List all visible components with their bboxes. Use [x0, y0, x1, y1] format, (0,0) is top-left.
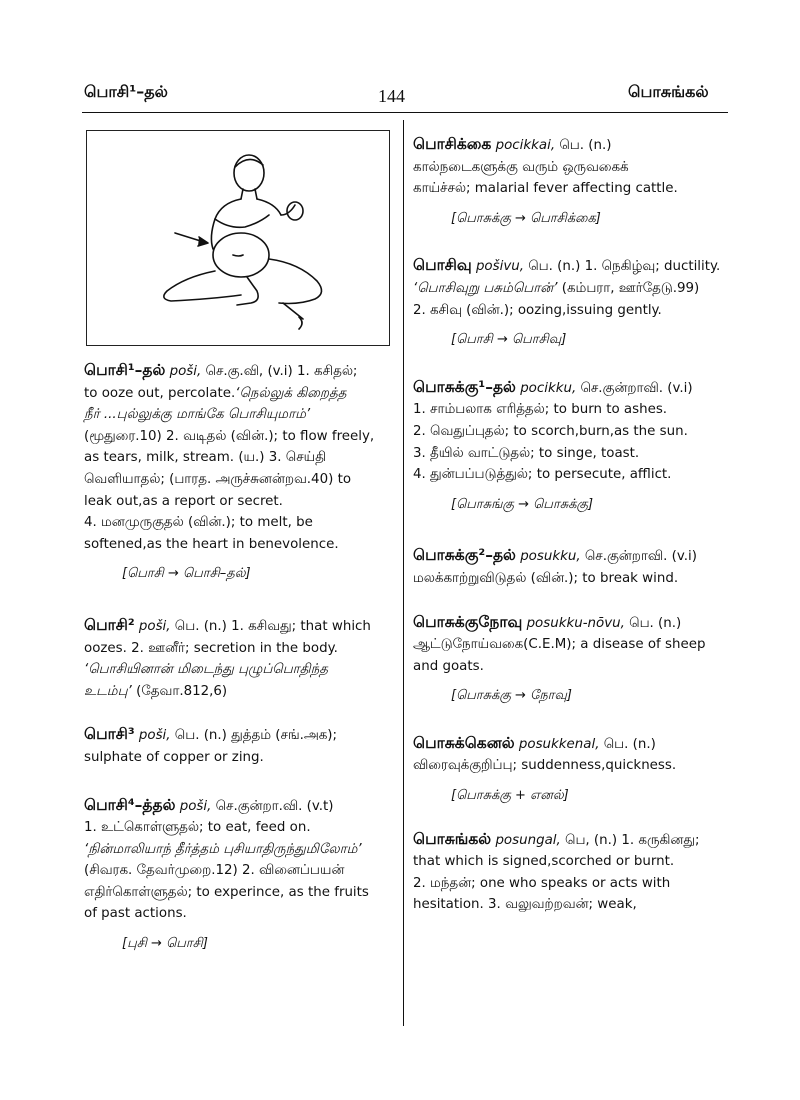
- quotation: நீர் ...புல்லுக்கு மாங்கே பொசியுமாம்’: [84, 407, 311, 423]
- illustration-frame: [86, 130, 390, 346]
- etymology: [பொசி → பொசிவு]: [451, 332, 567, 348]
- entry-posukkunovu: [413, 612, 731, 707]
- entry-posukku1-thal: [413, 377, 731, 516]
- seated-person-illustration: [87, 131, 391, 347]
- headword: பொசி¹–தல்: [84, 361, 166, 379]
- headword: பொசி³: [84, 725, 135, 744]
- headword: பொசி²: [84, 615, 135, 634]
- definition-text: 3. தீயில் வாட்டுதல்; to singe, toast.: [413, 445, 640, 461]
- definition-text: of past actions.: [84, 906, 187, 922]
- definition-text: பெ. (n.): [555, 138, 612, 153]
- etymology: [புசி → பொசி]: [122, 936, 208, 952]
- citation: (தேவா.812,6): [131, 683, 228, 699]
- entry-posi3: [84, 724, 394, 768]
- definition-text: leak out,as a report or secret.: [84, 493, 283, 509]
- column-divider: [403, 120, 404, 1026]
- definition-text: பெ. (n.): [599, 736, 656, 752]
- entry-posikkai: [413, 134, 731, 229]
- headword: பொசுக்குநோவு: [413, 612, 523, 631]
- right-column: [413, 134, 731, 916]
- definition-text: softened,as the heart in benevolence.: [84, 536, 339, 552]
- left-column: [84, 360, 394, 955]
- page-number: 144: [378, 86, 405, 106]
- transliteration: pošivu,: [475, 259, 524, 275]
- entry-posungal: [413, 829, 731, 916]
- definition-text: to ooze out, percolate.: [84, 385, 236, 401]
- definition-text: (மூதுரை.10) 2. வடிதல் (வின்.); to flow freely,: [84, 428, 375, 444]
- definition-text: மலக்காற்றுவிடுதல் (வின்.); to break wind.: [413, 570, 679, 586]
- headword: பொசுக்கு²–தல்: [413, 546, 516, 565]
- definition-text: 4. மனமுருகுதல் (வின்.); to melt, be: [84, 515, 313, 531]
- etymology: [பொசுக்கு → பொசிக்கை]: [451, 210, 601, 226]
- quotation: ‘நெல்லுக் கிறைத்த: [235, 385, 347, 401]
- definition-text: 1. உட்கொள்ளுதல்; to eat, feed on.: [84, 820, 311, 836]
- entry-posi2: [84, 615, 394, 702]
- etymology: [பொசுங்கு → பொசுக்கு]: [451, 496, 594, 512]
- definition-text: and goats.: [413, 658, 484, 674]
- definition-text: பெ. (n.): [624, 615, 682, 631]
- definition-text: காய்ச்சல்; malarial fever affecting cattle.: [413, 181, 678, 197]
- running-head-right: பொசுங்கல்: [628, 82, 709, 101]
- headword: பொசுங்கல்: [413, 829, 492, 848]
- transliteration: poši,: [169, 364, 202, 379]
- transliteration: poši,: [179, 798, 212, 814]
- definition-text: 2. மந்தன்; one who speaks or acts with: [413, 875, 671, 891]
- quotation: உடம்பு’: [84, 683, 132, 699]
- definition-text: 1. சாம்பலாக எரித்தல்; to burn to ashes.: [413, 402, 668, 418]
- etymology: [பொசுக்கு → நோவு]: [451, 688, 572, 704]
- definition-text: sulphate of copper or zing.: [84, 749, 264, 765]
- headword: பொசி⁴–த்தல்: [84, 795, 176, 814]
- entry-posi4-thal: [84, 795, 394, 955]
- definition-text: பெ, (n.) 1. கருகினது;: [560, 832, 700, 848]
- transliteration: posukku-nōvu,: [526, 615, 625, 631]
- entry-posivu: [413, 255, 731, 350]
- definition-text: செ.குன்றாவி. (v.i): [576, 380, 693, 396]
- transliteration: poši,: [138, 728, 171, 744]
- definition-text: 4. துன்பப்படுத்துல்; to persecute, afflict.: [413, 467, 672, 483]
- entry-posukku2-thal: [413, 545, 731, 589]
- definition-text: 2. வெதுப்புதல்; to scorch,burn,as the sun.: [413, 423, 688, 439]
- definition-text: எதிர்கொள்ளுதல்; to experince, as the fruits: [84, 884, 369, 900]
- definition-text: that which is signed,scorched or burnt.: [413, 854, 675, 870]
- definition-text: செ.குன்றாவி. (v.i): [580, 549, 697, 565]
- definition-text: as tears, milk, stream. (ய.) 3. செய்தி: [84, 450, 327, 466]
- quotation: ‘நின்மாலியாந் தீர்த்தம் புசியாதிருந்துமிலோம்’: [84, 841, 362, 857]
- headword: பொசுக்கெனல்: [413, 733, 515, 752]
- entry-posi1-thal: [84, 360, 394, 585]
- etymology: [பொசி → பொசி–தல்]: [122, 566, 251, 582]
- running-head-left: பொசி¹–தல்: [84, 82, 168, 101]
- quotation: ‘பொசியினான் மிடைந்து புழுப்பொதிந்த: [84, 662, 328, 678]
- quotation: ‘பொசிவுறு பசும்பொன்’: [413, 280, 558, 296]
- definition-text: பெ. (n.) 1. நெகிழ்வு; ductility.: [524, 259, 721, 275]
- definition-text: oozes. 2. ஊனீர்; secretion in the body.: [84, 640, 338, 656]
- definition-text: hesitation. 3. வலுவற்றவன்; weak,: [413, 897, 637, 913]
- definition-text: பெ. (n.) துத்தம் (சங்.அக);: [170, 728, 338, 744]
- headword: பொசிக்கை: [413, 135, 492, 153]
- transliteration: posungal,: [495, 832, 561, 848]
- definition-text: செ.குன்றா.வி. (v.t): [211, 798, 334, 814]
- citation: (கம்பரா, ஊர்தேடு.99): [557, 280, 700, 296]
- definition-text: பெ. (n.) 1. கசிவது; that which: [170, 618, 371, 634]
- header-rule: [82, 112, 728, 113]
- headword: பொசுக்கு¹–தல்: [413, 377, 516, 396]
- entry-posukkenal: [413, 733, 731, 807]
- transliteration: posukkenal,: [518, 736, 600, 752]
- definition-text: ஆட்டுநோய்வகை(C.E.M); a disease of sheep: [413, 637, 706, 653]
- definition-text: (சிவரக. தேவர்முறை.12) 2. வினைப்பயன்: [84, 863, 345, 879]
- transliteration: posukku,: [520, 549, 581, 565]
- transliteration: pocikkai,: [495, 138, 556, 153]
- definition-text: வெளியாதல்; (பாரத. அருச்சுனன்றவ.40) to: [84, 471, 352, 487]
- transliteration: poši,: [138, 618, 171, 634]
- headword: பொசிவு: [413, 256, 472, 275]
- etymology: [பொசுக்கு + எனல்]: [451, 788, 569, 804]
- definition-text: கால்நடைகளுக்கு வரும் ஒருவகைக்: [413, 159, 629, 175]
- transliteration: pocikku,: [520, 380, 577, 396]
- definition-text: 2. கசிவு (வின்.); oozing,issuing gently.: [413, 302, 662, 318]
- definition-text: செ.கு.வி, (v.i) 1. கசிதல்;: [201, 364, 358, 379]
- definition-text: விரைவுக்குறிப்பு; suddenness,quickness.: [413, 758, 677, 774]
